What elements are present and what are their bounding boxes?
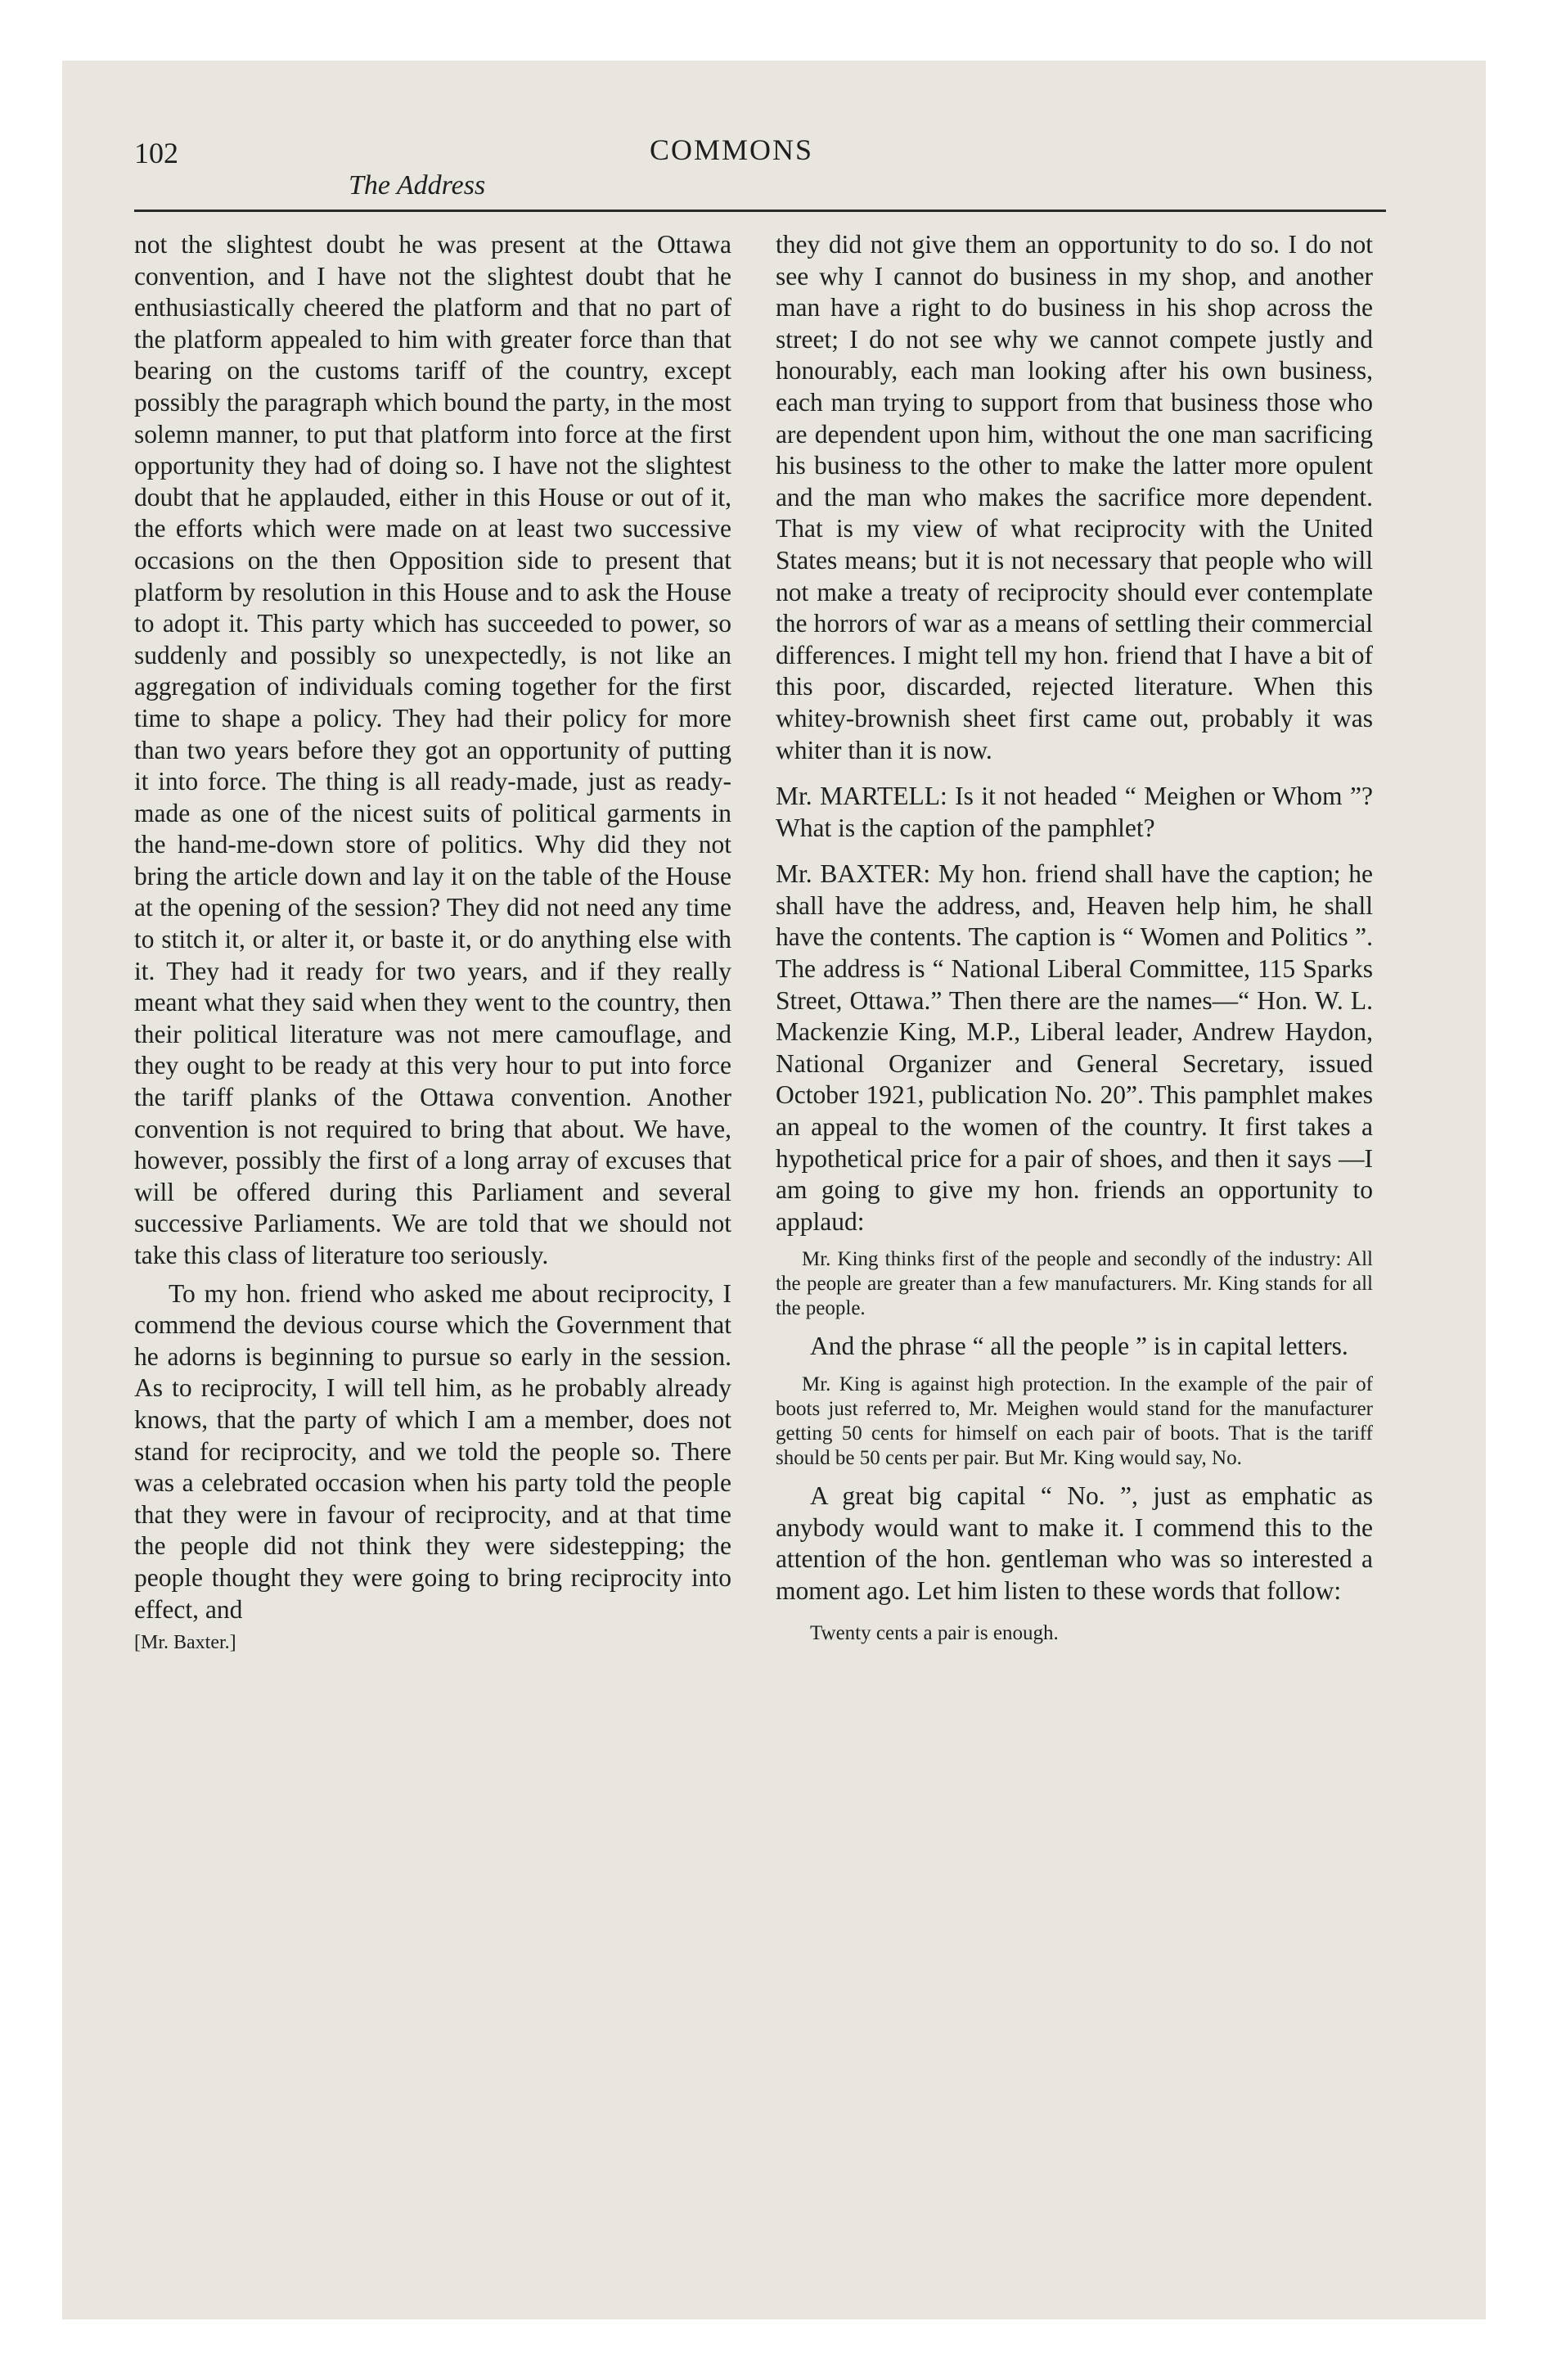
document-page <box>134 129 1386 2257</box>
header-rule <box>134 210 1386 212</box>
right-paragraph-1: they did not give them an opportunity to do so. I do not see why I cannot do business in my shop, and another man have a right to do business in his shop across the street; I do not see why we cannot compete justly and honourably, each man looking after his own business, each man trying to support from that business those who are dependent upon him, without the one man sacrificing his business to the other to make the latter more opulent and the man who makes the sacrifice more dependent. That is my view of what reciprocity with the United States means; but it is not necessary that people who will not make a treaty of reciprocity should ever contemplate the horrors of war as a means of settling their commercial differences. I might tell my hon. friend that I have a bit of this poor, discarded, rejected literature. When this whitey-brownish sheet first came out, probably it was whiter than it is now. <box>776 230 1373 764</box>
left-paragraph-1: not the slightest doubt he was present at the Ottawa convention, and I have not the slightest doubt that he enthusiastically cheered the platform and that no part of the platform appealed to him with greater force than that bearing on the customs tariff of the country, except possibly the paragraph which bound the party, in the most solemn manner, to put that platform into force at the first opportunity they had of doing so. I have not the slightest doubt that he applauded, either in this House or out of it, the efforts which were made on at least two successive occasions on the then Opposition side to present that platform by resolution in this House and to ask the House to adopt it. This party which has succeeded to power, so suddenly and possibly so unexpectedly, is not like an aggregation of individuals coming together for the first time to shape a policy. They had their policy for more than two years before they got an opportunity of putting it into force. The thing is all ready-made, just as ready-made as one of the nicest suits of political garments in the hand-me-down store of politics. Why did they not bring the article down and lay it on the table of the House at the opening of the session? They did not need any time to stitch it, or alter it, or baste it, or do anything else with it. They had it ready for two years, and if they really meant what they said when they went to the country, then their political literature was not mere camouflage, and they ought to be ready at this very hour to put into force the tariff planks of the Ottawa convention. Another convention is not required to bring that about. We have, however, possibly the first of a long array of excuses that will be offered during this Parliament and several successive Parliaments. We are told that we should not take this class of literature too seriously. <box>134 230 731 1269</box>
right-paragraph-5: A great big capital “ No. ”, just as emphatic as anybody would want to make it. I commend this to the attention of the hon. gentleman who was so interested a moment ago. Let him listen to these words that follow: <box>776 1481 1373 1605</box>
pamphlet-quote-1: Mr. King thinks first of the people and secondly of the industry: All the people are greater than a few manufacturers. Mr. King stands for all the people. <box>776 1248 1373 1320</box>
speaker-tag: [Mr. Baxter.] <box>134 1632 236 1654</box>
martell-speech: Mr. MARTELL: Is it not headed “ Meighen or Whom ”? What is the caption of the pamphlet? <box>776 782 1373 842</box>
right-paragraph-4: And the phrase “ all the people ” is in capital letters. <box>810 1332 1348 1361</box>
running-title: COMMONS <box>650 133 814 166</box>
baxter-speech: Mr. BAXTER: My hon. friend shall have the caption; he shall have the address, and, Heaven help him, he shall have the contents. The caption is “ Women and Politics ”. The address is “ National Liberal Committee, 115 Sparks Street, Ottawa.” Then there are the names—“ Hon. W. L. Mackenzie King, M.P., Liberal leader, Andrew Haydon, National Organizer and General Secretary, issued October 1921, publication No. 20”. This pamphlet makes an appeal to the women of the country. It first takes a hypothetical price for a pair of shoes, and then it says —I am going to give my hon. friends an opportunity to applaud: <box>776 859 1373 1236</box>
right-column <box>776 229 1373 1656</box>
pamphlet-quote-2: Mr. King is against high protection. In the example of the pair of boots just referred to, Mr. Meighen would stand for the manufacturer getting 50 cents for himself on each pair of boots. That is the tariff should be 50 cents per pair. But Mr. King would say, No. <box>776 1373 1373 1469</box>
left-paragraph-2: To my hon. friend who asked me about reciprocity, I commend the devious course which the Government that he adorns is beginning to pursue so early in the session. As to reciprocity, I will tell him, as he probably already knows, that the party of which I am a member, does not stand for reciprocity, and we told the people so. There was a celebrated occasion when his party told the people that they were in favour of reciprocity, and at that time the people did not think they were sidestepping; the people thought they were going to bring reciprocity into effect, and <box>134 1278 731 1624</box>
left-column <box>134 229 731 1654</box>
page-header <box>134 129 1386 211</box>
pamphlet-quote-3: Twenty cents a pair is enough. <box>810 1622 1059 1645</box>
section-title: The Address <box>349 170 486 201</box>
page-number: 102 <box>134 137 178 169</box>
